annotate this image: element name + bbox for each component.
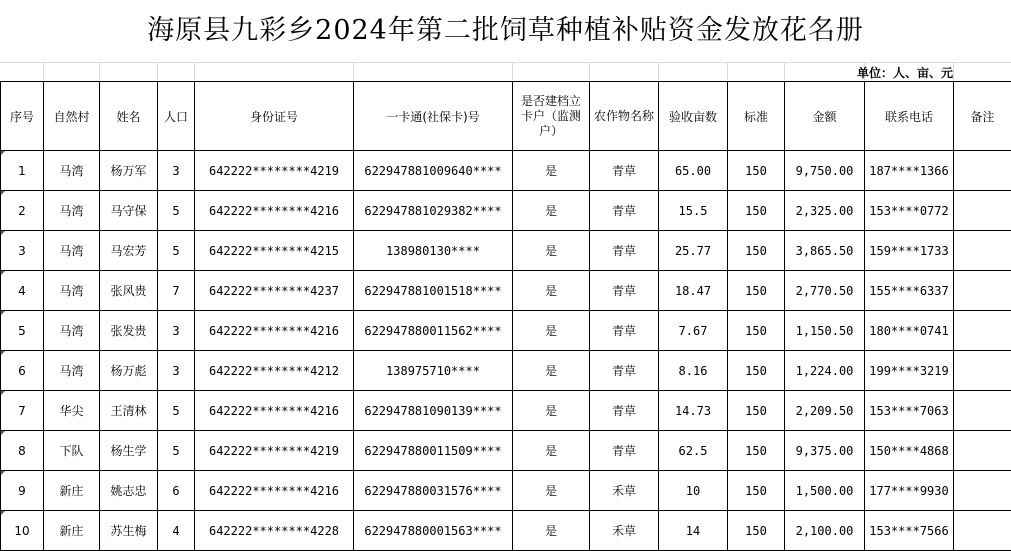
cell-area[interactable]: 10 [659, 471, 728, 511]
header-amount[interactable]: 金额 [785, 82, 865, 151]
cell-population[interactable]: 3 [158, 151, 195, 191]
cell-seq[interactable]: 6 [1, 351, 44, 391]
header-crop[interactable]: 农作物名称 [590, 82, 659, 151]
cell-seq[interactable]: 5 [1, 311, 44, 351]
cell-card[interactable]: 138980130**** [354, 231, 513, 271]
cell-note[interactable] [954, 271, 1011, 311]
cell-id-number[interactable]: 642222********4215 [195, 231, 354, 271]
cell-population[interactable]: 7 [158, 271, 195, 311]
cell-amount[interactable]: 9,750.00 [785, 151, 865, 191]
cell-crop[interactable]: 青草 [590, 271, 659, 311]
cell-area[interactable]: 18.47 [659, 271, 728, 311]
cell-population[interactable]: 3 [158, 351, 195, 391]
cell-amount[interactable]: 9,375.00 [785, 431, 865, 471]
unit-label: 单位：人、亩、元 [857, 64, 953, 82]
cell-area[interactable]: 8.16 [659, 351, 728, 391]
header-village[interactable]: 自然村 [44, 82, 100, 151]
cell-note[interactable] [954, 311, 1011, 351]
cell-registered[interactable]: 是 [513, 311, 590, 351]
cell-village[interactable]: 马湾 [44, 151, 100, 191]
cell-registered[interactable]: 是 [513, 431, 590, 471]
cell-name[interactable]: 王清林 [100, 391, 158, 431]
cell-village[interactable]: 新庄 [44, 471, 100, 511]
header-standard[interactable]: 标准 [728, 82, 785, 151]
cell-population[interactable]: 6 [158, 471, 195, 511]
cell-id-number[interactable]: 642222********4216 [195, 191, 354, 231]
table-row [1, 471, 1011, 511]
header-population[interactable]: 人口 [158, 82, 195, 151]
cell-village[interactable]: 马湾 [44, 351, 100, 391]
cell-registered[interactable]: 是 [513, 471, 590, 511]
header-phone[interactable]: 联系电话 [865, 82, 954, 151]
cell-amount[interactable]: 2,209.50 [785, 391, 865, 431]
cell-registered[interactable]: 是 [513, 391, 590, 431]
cell-village[interactable]: 马湾 [44, 271, 100, 311]
cell-phone[interactable]: 159****1733 [865, 231, 954, 271]
cell-population[interactable]: 5 [158, 191, 195, 231]
header-note[interactable]: 备注 [954, 82, 1011, 151]
cell-population[interactable]: 5 [158, 231, 195, 271]
cell-seq[interactable]: 3 [1, 231, 44, 271]
cell-note[interactable] [954, 391, 1011, 431]
table-row [1, 151, 1011, 191]
cell-phone[interactable]: 187****1366 [865, 151, 954, 191]
cell-seq[interactable]: 8 [1, 431, 44, 471]
header-registered[interactable]: 是否建档立卡户（监测户） [513, 82, 590, 151]
cell-registered[interactable]: 是 [513, 351, 590, 391]
roster-table [0, 81, 1011, 551]
cell-population[interactable]: 5 [158, 391, 195, 431]
cell-name[interactable]: 张风贵 [100, 271, 158, 311]
table-row [1, 311, 1011, 351]
table-row [1, 271, 1011, 311]
cell-phone[interactable]: 177****9930 [865, 471, 954, 511]
cell-card[interactable]: 622947881090139**** [354, 391, 513, 431]
cell-name[interactable]: 杨生学 [100, 431, 158, 471]
cell-card[interactable]: 622947881001518**** [354, 271, 513, 311]
cell-area[interactable]: 62.5 [659, 431, 728, 471]
cell-name[interactable]: 杨万军 [100, 151, 158, 191]
header-id-number[interactable]: 身份证号 [195, 82, 354, 151]
header-seq[interactable]: 序号 [1, 82, 44, 151]
cell-phone[interactable]: 180****0741 [865, 311, 954, 351]
cell-id-number[interactable]: 642222********4216 [195, 471, 354, 511]
cell-crop[interactable]: 禾草 [590, 511, 659, 551]
header-row [1, 82, 1011, 151]
header-area[interactable]: 验收亩数 [659, 82, 728, 151]
cell-village[interactable]: 新庄 [44, 511, 100, 551]
cell-crop[interactable]: 青草 [590, 311, 659, 351]
cell-note[interactable] [954, 471, 1011, 511]
cell-standard[interactable]: 150 [728, 511, 785, 551]
cell-seq[interactable]: 7 [1, 391, 44, 431]
table-body [1, 151, 1011, 551]
cell-name[interactable]: 姚志忠 [100, 471, 158, 511]
cell-id-number[interactable]: 642222********4228 [195, 511, 354, 551]
cell-amount[interactable]: 2,770.50 [785, 271, 865, 311]
cell-population[interactable]: 5 [158, 431, 195, 471]
cell-population[interactable]: 3 [158, 311, 195, 351]
cell-amount[interactable]: 2,100.00 [785, 511, 865, 551]
cell-registered[interactable]: 是 [513, 151, 590, 191]
table-row [1, 231, 1011, 271]
cell-crop[interactable]: 青草 [590, 391, 659, 431]
cell-village[interactable]: 马湾 [44, 311, 100, 351]
cell-registered[interactable]: 是 [513, 271, 590, 311]
cell-amount[interactable]: 2,325.00 [785, 191, 865, 231]
cell-population[interactable]: 4 [158, 511, 195, 551]
cell-seq[interactable]: 4 [1, 271, 44, 311]
cell-id-number[interactable]: 642222********4219 [195, 431, 354, 471]
cell-area[interactable]: 25.77 [659, 231, 728, 271]
cell-crop[interactable]: 青草 [590, 191, 659, 231]
cell-seq[interactable]: 9 [1, 471, 44, 511]
cell-card[interactable]: 622947881029382**** [354, 191, 513, 231]
cell-registered[interactable]: 是 [513, 511, 590, 551]
cell-amount[interactable]: 3,865.50 [785, 231, 865, 271]
cell-name[interactable]: 杨万彪 [100, 351, 158, 391]
cell-seq[interactable]: 10 [1, 511, 44, 551]
header-name[interactable]: 姓名 [100, 82, 158, 151]
cell-name[interactable]: 张发贵 [100, 311, 158, 351]
cell-amount[interactable]: 1,224.00 [785, 351, 865, 391]
cell-note[interactable] [954, 511, 1011, 551]
cell-phone[interactable]: 199****3219 [865, 351, 954, 391]
cell-area[interactable]: 65.00 [659, 151, 728, 191]
cell-area[interactable]: 14.73 [659, 391, 728, 431]
cell-card[interactable]: 622947880011509**** [354, 431, 513, 471]
cell-crop[interactable]: 青草 [590, 231, 659, 271]
cell-id-number[interactable]: 642222********4212 [195, 351, 354, 391]
cell-standard[interactable]: 150 [728, 231, 785, 271]
cell-name[interactable]: 苏生梅 [100, 511, 158, 551]
cell-card[interactable]: 622947881009640**** [354, 151, 513, 191]
cell-crop[interactable]: 青草 [590, 431, 659, 471]
cell-standard[interactable]: 150 [728, 311, 785, 351]
cell-note[interactable] [954, 351, 1011, 391]
cell-standard[interactable]: 150 [728, 191, 785, 231]
table-row [1, 431, 1011, 471]
table-row [1, 391, 1011, 431]
cell-card[interactable]: 622947880011562**** [354, 311, 513, 351]
cell-village[interactable]: 华尖 [44, 391, 100, 431]
cell-card[interactable]: 138975710**** [354, 351, 513, 391]
cell-phone[interactable]: 155****6337 [865, 271, 954, 311]
cell-village[interactable]: 下队 [44, 431, 100, 471]
cell-id-number[interactable]: 642222********4216 [195, 391, 354, 431]
cell-crop[interactable]: 青草 [590, 351, 659, 391]
cell-seq[interactable]: 1 [1, 151, 44, 191]
cell-phone[interactable]: 153****7566 [865, 511, 954, 551]
cell-area[interactable]: 14 [659, 511, 728, 551]
cell-name[interactable]: 马宏芳 [100, 231, 158, 271]
cell-area[interactable]: 7.67 [659, 311, 728, 351]
cell-note[interactable] [954, 231, 1011, 271]
cell-standard[interactable]: 150 [728, 271, 785, 311]
cell-card[interactable]: 622947880001563**** [354, 511, 513, 551]
cell-standard[interactable]: 150 [728, 351, 785, 391]
cell-registered[interactable]: 是 [513, 231, 590, 271]
cell-village[interactable]: 马湾 [44, 191, 100, 231]
table-row [1, 351, 1011, 391]
cell-card[interactable]: 622947880031576**** [354, 471, 513, 511]
cell-phone[interactable]: 153****0772 [865, 191, 954, 231]
cell-standard[interactable]: 150 [728, 471, 785, 511]
cell-seq[interactable]: 2 [1, 191, 44, 231]
cell-amount[interactable]: 1,150.50 [785, 311, 865, 351]
cell-village[interactable]: 马湾 [44, 231, 100, 271]
cell-standard[interactable]: 150 [728, 391, 785, 431]
cell-id-number[interactable]: 642222********4216 [195, 311, 354, 351]
cell-note[interactable] [954, 151, 1011, 191]
cell-id-number[interactable]: 642222********4237 [195, 271, 354, 311]
cell-note[interactable] [954, 431, 1011, 471]
cell-amount[interactable]: 1,500.00 [785, 471, 865, 511]
document-title: 海原县九彩乡2024年第二批饲草种植补贴资金发放花名册 [0, 0, 1011, 62]
cell-name[interactable]: 马守保 [100, 191, 158, 231]
cell-crop[interactable]: 青草 [590, 151, 659, 191]
cell-note[interactable] [954, 191, 1011, 231]
cell-crop[interactable]: 禾草 [590, 471, 659, 511]
cell-standard[interactable]: 150 [728, 151, 785, 191]
cell-area[interactable]: 15.5 [659, 191, 728, 231]
cell-id-number[interactable]: 642222********4219 [195, 151, 354, 191]
table-row [1, 191, 1011, 231]
cell-phone[interactable]: 150****4868 [865, 431, 954, 471]
header-card[interactable]: 一卡通(社保卡)号 [354, 82, 513, 151]
cell-standard[interactable]: 150 [728, 431, 785, 471]
cell-phone[interactable]: 153****7063 [865, 391, 954, 431]
table-row [1, 511, 1011, 551]
cell-registered[interactable]: 是 [513, 191, 590, 231]
